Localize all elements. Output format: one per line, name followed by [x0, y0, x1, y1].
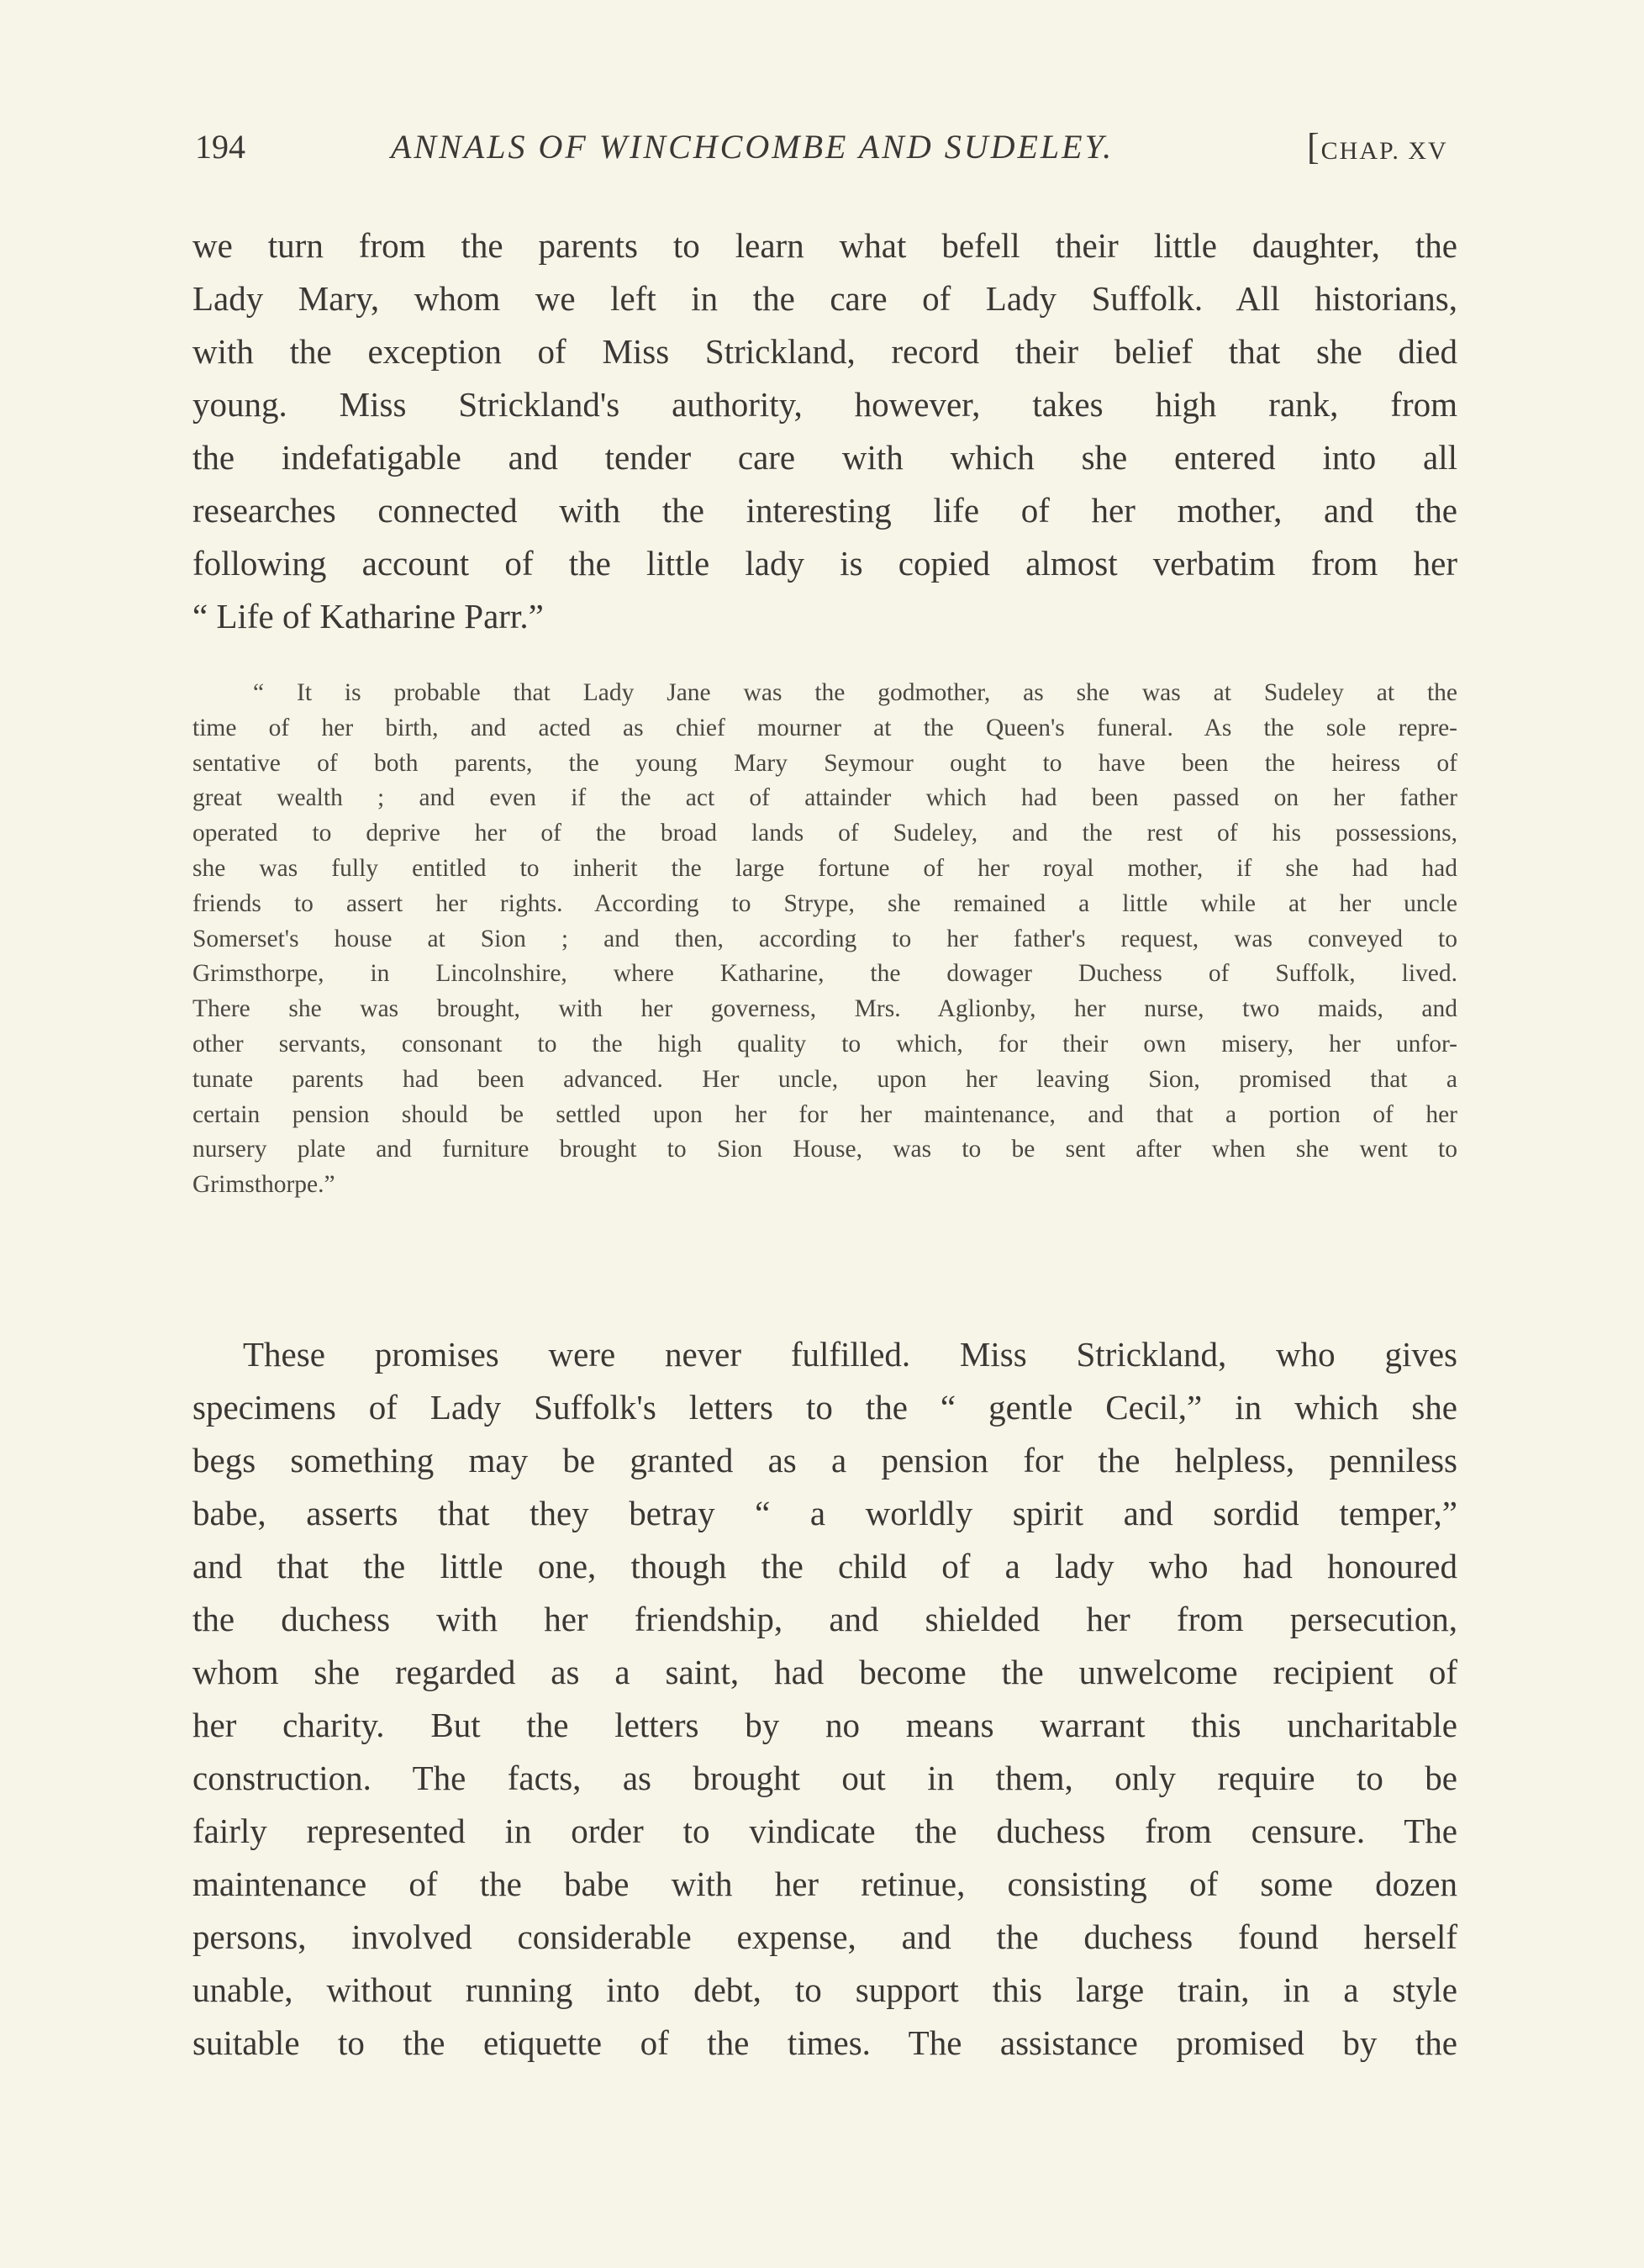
text-line: Somerset's house at Sion ; and then, according to her father's request, was conveyed to — [192, 925, 1457, 952]
text-line: her charity. But the letters by no means warrant this uncharitable — [192, 1706, 1457, 1744]
text-line: with the exception of Miss Strickland, record their belief that she died — [192, 332, 1457, 371]
page-number: 194 — [195, 128, 245, 166]
text-line: nursery plate and furniture brought to Sion House, was to be sent after when she went to — [192, 1136, 1457, 1163]
text-line: unable, without running into debt, to support this large train, in a style — [192, 1970, 1457, 2009]
text-line: following account of the little lady is copied almost verbatim from her — [192, 544, 1457, 583]
paragraph-1 — [192, 219, 1457, 643]
text-line: Grimsthorpe, in Lincolnshire, where Katharine, the dowager Duchess of Suffolk, lived. — [192, 960, 1457, 988]
text-line: suitable to the etiquette of the times. The assistance promised by the — [192, 2023, 1457, 2062]
text-line: researches connected with the interesting life of her mother, and the — [192, 491, 1457, 530]
chapter-text: CHAP. XV — [1320, 137, 1448, 165]
text-line: great wealth ; and even if the act of attainder which had been passed on her father — [192, 784, 1457, 812]
text-line: begs something may be granted as a pension for the helpless, penniless — [192, 1441, 1457, 1479]
text-line: friends to assert her rights. According to Strype, she remained a little while at her uncle — [192, 889, 1457, 917]
text-line: whom she regarded as a saint, had become the unwelcome recipient of — [192, 1653, 1457, 1691]
text-line: “ It is probable that Lady Jane was the godmother, as she was at Sudeley at the — [253, 679, 1457, 706]
text-line: tunate parents had been advanced. Her uncle, upon her leaving Sion, promised that a — [192, 1065, 1457, 1093]
text-line: maintenance of the babe with her retinue, consisting of some dozen — [192, 1865, 1457, 1903]
text-line: specimens of Lady Suffolk's letters to the “ gentle Cecil,” in which she — [192, 1388, 1457, 1427]
text-line: Lady Mary, whom we left in the care of Lady Suffolk. All historians, — [192, 279, 1457, 318]
text-line: operated to deprive her of the broad lands of Sudeley, and the rest of his possessions, — [192, 820, 1457, 847]
text-line: time of her birth, and acted as chief mourner at the Queen's funeral. As the sole repre- — [192, 714, 1457, 741]
text-line: There she was brought, with her governess, Mrs. Aglionby, her nurse, two maids, and — [192, 995, 1457, 1023]
text-line: construction. The facts, as brought out in them, only require to be — [192, 1759, 1457, 1797]
text-line: These promises were never fulfilled. Miss Strickland, who gives — [243, 1335, 1457, 1374]
text-line: sentative of both parents, the young Mary Seymour ought to have been the heiress of — [192, 749, 1457, 777]
text-line: fairly represented in order to vindicate the duchess from censure. The — [192, 1812, 1457, 1850]
block-quote — [192, 676, 1457, 1203]
text-line: other servants, consonant to the high quality to which, for their own misery, her unfor- — [192, 1030, 1457, 1058]
text-line: babe, asserts that they betray “ a worldly spirit and sordid temper,” — [192, 1494, 1457, 1532]
text-line: the duchess with her friendship, and shielded her from persecution, — [192, 1600, 1457, 1638]
text-line: and that the little one, though the child of a lady who had honoured — [192, 1547, 1457, 1585]
text-line: we turn from the parents to learn what befell their little daughter, the — [192, 226, 1457, 265]
text-line: young. Miss Strickland's authority, however, takes high rank, from — [192, 385, 1457, 424]
text-line: the indefatigable and tender care with which she entered into all — [192, 438, 1457, 477]
text-line: “ Life of Katharine Parr.” — [192, 597, 544, 636]
text-line: persons, involved considerable expense, and the duchess found herself — [192, 1917, 1457, 1956]
chapter-label: [CHAP. XV — [1307, 126, 1448, 167]
text-line: certain pension should be settled upon her for her maintenance, and that a portion of her — [192, 1100, 1457, 1128]
paragraph-2 — [192, 1328, 1457, 2070]
text-line: she was fully entitled to inherit the large fortune of her royal mother, if she had had — [192, 854, 1457, 882]
running-title: ANNALS OF WINCHCOMBE AND SUDELEY. — [391, 128, 1114, 166]
text-line: Grimsthorpe.” — [192, 1171, 335, 1199]
